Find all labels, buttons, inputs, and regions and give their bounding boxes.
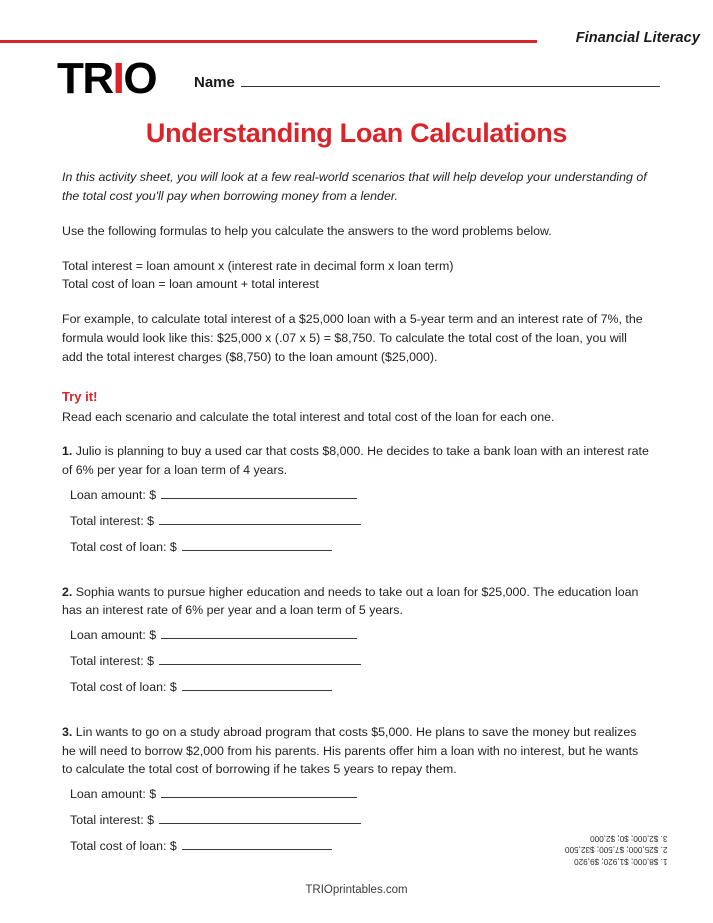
header-band bbox=[0, 30, 713, 54]
name-label: Name bbox=[194, 74, 235, 91]
trio-logo bbox=[57, 54, 157, 103]
answer-line-total-interest-2[interactable] bbox=[159, 653, 361, 665]
answer-label-total-cost: Total cost of loan: $ bbox=[70, 679, 177, 694]
answer-block-2 bbox=[62, 626, 650, 697]
instructions-paragraph: Use the following formulas to help you calculate the answers to the word problems below. bbox=[62, 223, 552, 238]
answer-row-total-cost-3[interactable] bbox=[70, 837, 650, 856]
formula-total-cost: Total cost of loan = loan amount + total interest bbox=[62, 277, 319, 292]
question-3 bbox=[62, 723, 650, 780]
logo-part-1: TR bbox=[57, 54, 113, 103]
answer-row-total-interest-2[interactable] bbox=[70, 652, 650, 671]
answer-row-total-cost-1[interactable] bbox=[70, 538, 650, 557]
answer-row-total-cost-2[interactable] bbox=[70, 678, 650, 697]
formula-list bbox=[62, 257, 650, 295]
question-3-number: 3. bbox=[62, 724, 73, 739]
answer-line-total-cost-3[interactable] bbox=[182, 838, 332, 850]
header-red-rule bbox=[0, 40, 537, 43]
footer-url[interactable]: TRIOprintables.com bbox=[305, 884, 408, 896]
answer-label-total-interest: Total interest: $ bbox=[70, 813, 155, 828]
answer-row-loan-amount-2[interactable] bbox=[70, 626, 650, 645]
logo-accent-letter: I bbox=[112, 54, 124, 103]
question-2-number: 2. bbox=[62, 584, 73, 599]
try-it-heading: Try it! bbox=[62, 388, 98, 404]
answer-label-total-cost: Total cost of loan: $ bbox=[70, 539, 177, 554]
answer-block-1 bbox=[62, 486, 650, 557]
question-1 bbox=[62, 442, 650, 480]
answer-label-total-interest: Total interest: $ bbox=[70, 513, 155, 528]
answer-key-line-1: 1. $8,000; $1,920; $9,920 bbox=[573, 856, 667, 866]
answer-row-loan-amount-1[interactable] bbox=[70, 486, 650, 505]
answer-block-3 bbox=[62, 785, 650, 856]
answer-label-loan-amount: Loan amount: $ bbox=[70, 787, 157, 802]
answer-label-loan-amount: Loan amount: $ bbox=[70, 488, 157, 503]
answer-line-loan-amount-1[interactable] bbox=[161, 487, 357, 499]
answer-label-total-interest: Total interest: $ bbox=[70, 654, 155, 669]
name-input-line[interactable] bbox=[241, 72, 660, 87]
answer-row-total-interest-1[interactable] bbox=[70, 512, 650, 531]
question-1-number: 1. bbox=[62, 444, 73, 459]
formula-total-interest: Total interest = loan amount x (interest rate in decimal form x loan term) bbox=[62, 258, 454, 273]
answer-line-total-interest-1[interactable] bbox=[159, 513, 361, 525]
answer-line-total-cost-2[interactable] bbox=[182, 679, 332, 691]
worksheet-content bbox=[62, 168, 650, 882]
answer-key-line-2: 2. $25,000; $7,500; $32,500 bbox=[564, 845, 667, 855]
question-2-text: Sophia wants to pursue higher education and needs to take out a loan for $25,000. The education loan has an interest rate of 6% per year and a loan term of 5 years. bbox=[62, 584, 639, 618]
answer-key bbox=[565, 832, 667, 867]
page-title: Understanding Loan Calculations bbox=[145, 118, 568, 148]
answer-key-line-3: 3. $2,000; $0; $2,000 bbox=[589, 833, 667, 843]
answer-line-loan-amount-2[interactable] bbox=[161, 627, 357, 639]
answer-label-loan-amount: Loan amount: $ bbox=[70, 628, 157, 643]
name-field[interactable] bbox=[194, 72, 660, 91]
answer-row-loan-amount-3[interactable] bbox=[70, 785, 650, 804]
answer-label-total-cost: Total cost of loan: $ bbox=[70, 839, 177, 853]
answer-line-loan-amount-3[interactable] bbox=[161, 786, 357, 798]
intro-paragraph: In this activity sheet, you will look at a few real-world scenarios that will help develop your understanding of the total cost you'll pay when borrowing money from a lender. bbox=[62, 170, 647, 203]
logo-part-2: O bbox=[123, 54, 157, 103]
question-2 bbox=[62, 583, 650, 621]
answer-line-total-cost-1[interactable] bbox=[182, 539, 332, 551]
answer-row-total-interest-3[interactable] bbox=[70, 811, 650, 830]
example-paragraph: For example, to calculate total interest of a $25,000 loan with a 5-year term and an interest rate of 7%, the formula would look like this: $25,000 x (.07 x 5) = $8,750. To calculate the total cost of the loan, you will add the total interest charges ($8,750) to the loan amount ($25,000). bbox=[62, 312, 643, 364]
subject-label: Financial Literacy bbox=[575, 30, 700, 46]
answer-line-total-interest-3[interactable] bbox=[159, 812, 361, 824]
question-3-text: Lin wants to go on a study abroad program that costs $5,000. He plans to save the money but realizes he will need to borrow $2,000 from his parents. His parents offer him a loan with no interest, but he wants to calculate the total cost of borrowing if he takes 5 years to repay them. bbox=[62, 724, 639, 777]
try-it-instructions: Read each scenario and calculate the total interest and total cost of the loan for each one. bbox=[62, 409, 555, 424]
question-1-text: Julio is planning to buy a used car that costs $8,000. He decides to take a bank loan with an interest rate of 6% per year for a loan term of 4 years. bbox=[62, 444, 649, 478]
